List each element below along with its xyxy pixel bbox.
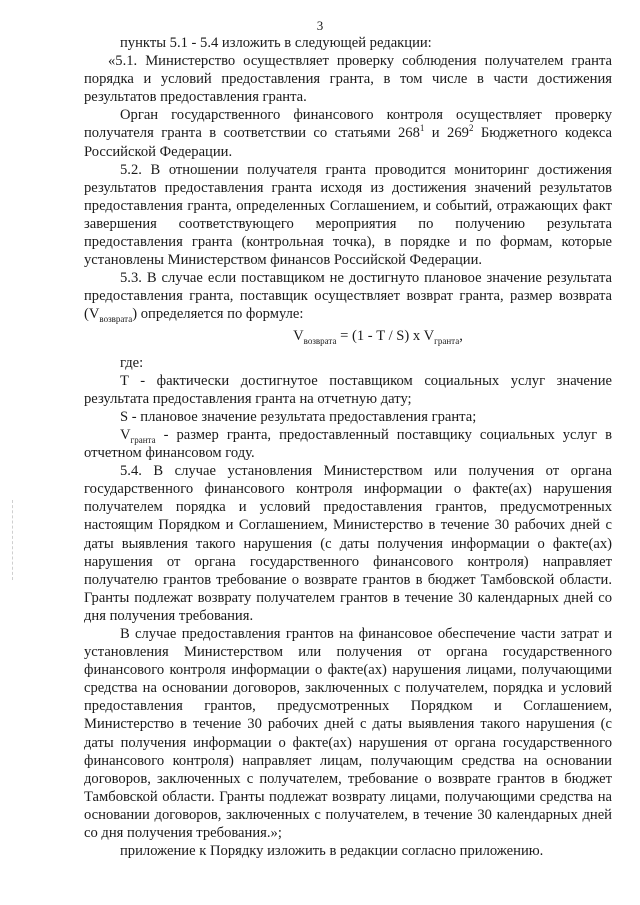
scan-margin-mark (12, 500, 14, 580)
intro-line: пункты 5.1 - 5.4 изложить в следующей редакции: (120, 35, 432, 51)
definition-t: T - фактически достигнутое поставщиком социальных услуг значение результата предоставления гранта на отчетную дату; (84, 372, 612, 407)
clause-5-2: 5.2. В отношении получателя гранта проводится мониторинг достижения результатов предоставления гранта исходя из достижения значений результатов предоставления гранта, определенных Соглашением, и событий, отражающих факт завершения соответствующего мероприятия по получению результата предоставления гранта (контрольная точка), в порядке и по формам, которые установлены Министерством финансов Российской Федерации. (84, 161, 612, 269)
clause-5-1-control: Орган государственного финансового контроля осуществляет проверку получателя гранта в соответствии со статьями $268^1$ и $269^2$ Бюджетного кодекса Российской Федерации. (84, 107, 613, 160)
document-body (84, 34, 612, 860)
formula: $V_{возврата} = (1 - T / S)$ x $V_{гранта}$, (293, 327, 463, 346)
where-label: где: (120, 354, 144, 371)
clause-5-4: 5.4. В случае установления Министерством или получения от органа государственного финансового контроля информации о факте(ах) нарушения получателем порядка и условий предоставления грантов, предусмотренных настоящим Порядком и Соглашением, Министерство в течение 30 рабочих дней с даты выявления такого нарушения (с даты получения информации о факте(ах) нарушения от органа государственного финансового контроля) направляет получателю грантов требование о возврате грантов в бюджет Тамбовской области. Гранты подлежат возврату получателем грантов в течение 30 календарных дней со дня получения требования. (84, 463, 612, 624)
appendix-line: приложение к Порядку изложить в редакции согласно приложению. (120, 843, 544, 860)
page-number: 3 (316, 18, 324, 33)
clause-5-1: «5.1. Министерство осуществляет проверку соблюдения получателем гранта порядка и условий предоставления гранта, в том числе в части достижения результатов предоставления гранта. (84, 53, 612, 106)
clause-5-4-costs: В случае предоставления грантов на финансовое обеспечение части затрат и установления Министерством или получения от органа государственного финансового контроля информации о факте(ах) нарушения лицами, получающими средства на основании договоров, заключенных с получателем, порядка и условий предоставления грантов, предусмотренных Порядком и Соглашением, Министерство в течение 30 рабочих дней с даты выявления такого нарушения (с даты получения информации о факте(ах) нарушения от органа государственного финансового контроля) направляет лицам, получающим средства на основании договоров, заключенных с получателем, требование о возврате грантов в бюджет Тамбовской области. Гранты подлежат возврату лицами, получающими средства на основании договоров, заключенных с получателем, в течение 30 календарных дней со дня получения требования.»; (84, 626, 612, 842)
definition-s: S - плановое значение результата предоставления гранта; (120, 408, 477, 425)
clause-5-3: 5.3. В случае если поставщиком не достигнуто плановое значение результата предоставления гранта, поставщик осуществляет возврат гранта, размер возврата $(V_{возврата})$ определяется по формуле: (84, 270, 612, 325)
definition-v: $V_{гранта}$ - размер гранта, предоставленный поставщику социальных услуг в отчетном финансовом году. (84, 426, 612, 462)
